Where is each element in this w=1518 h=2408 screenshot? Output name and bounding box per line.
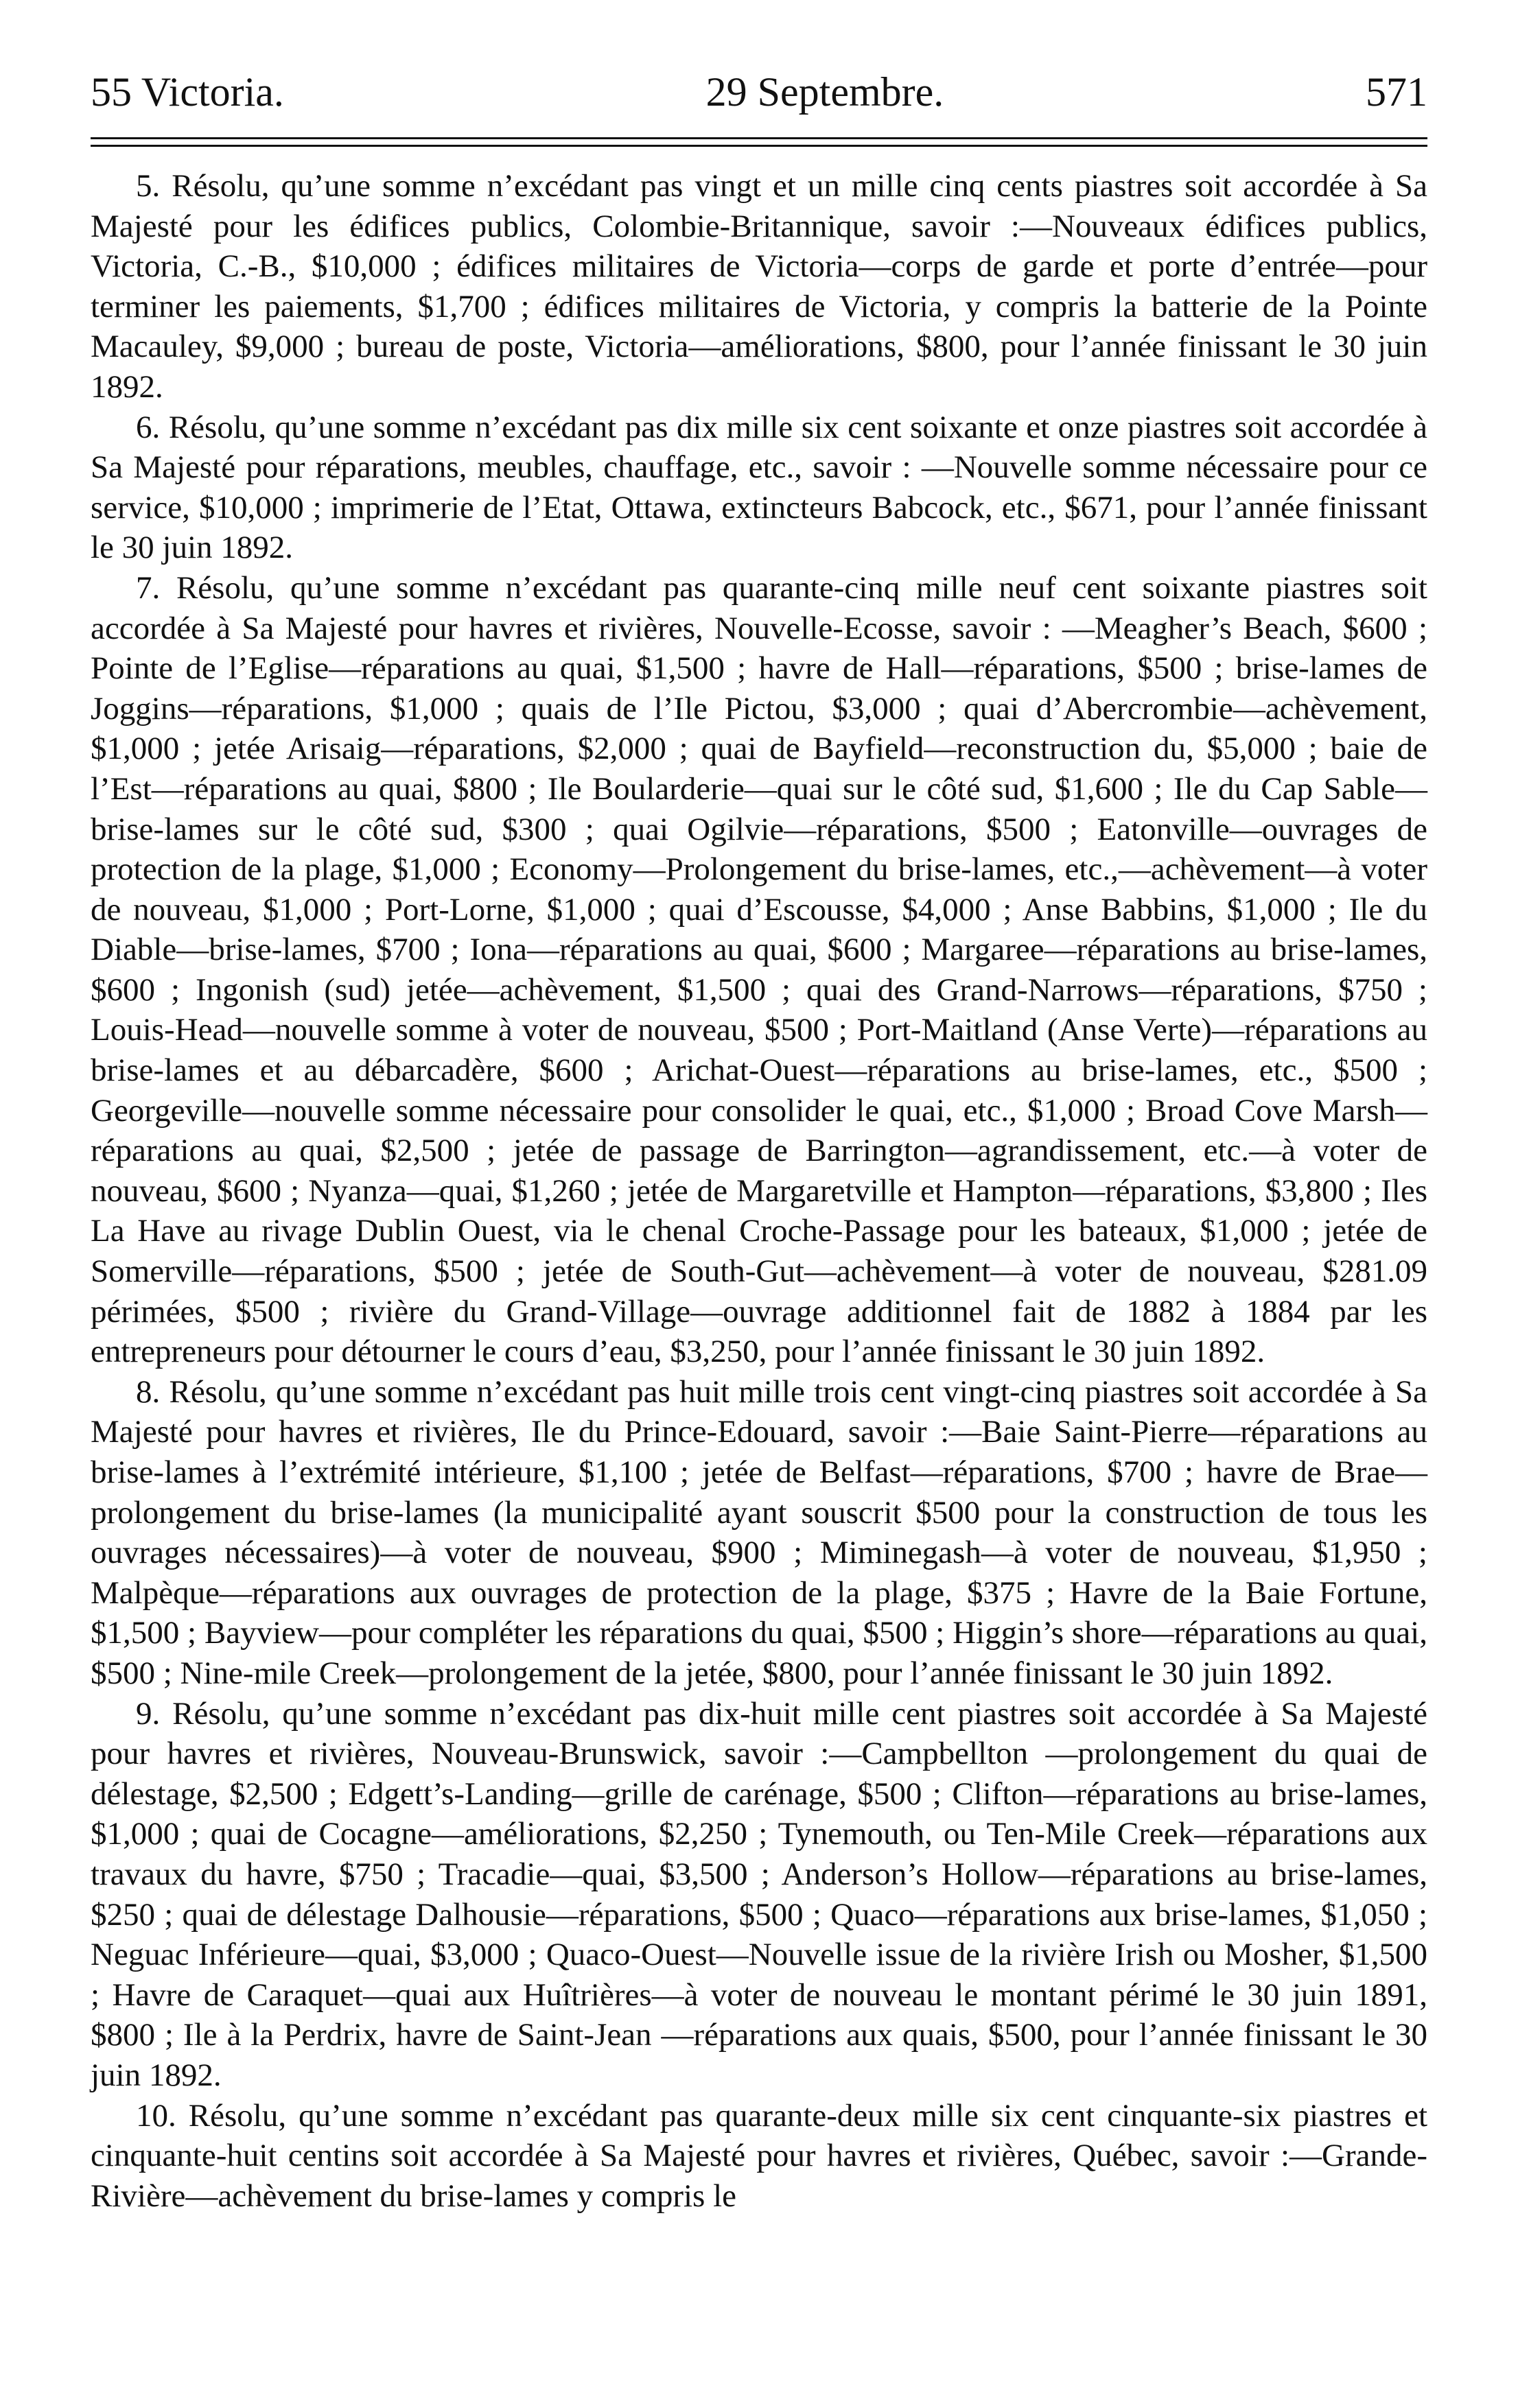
header-date: 29 Septembre. [705,69,944,115]
document-page [91,63,1427,2216]
resolution-7: 7. Résolu, qu’une somme n’excédant pas quarante-cinq mille neuf cent soixante piastres soit accordée à Sa Majesté pour havres et rivières, Nouvelle-Ecosse, savoir : —Meagher’s Beach, $600 ; Pointe de l’Eglise—réparations au quai, $1,500 ; havre de Hall—réparations, $500 ; brise-lames de Joggins—réparations, $1,000 ; quais de l’Ile Pictou, $3,000 ; quai d’Abercrombie—achèvement, $1,000 ; jetée Arisaig—réparations, $2,000 ; quai de Bayfield—reconstruction du, $5,000 ; baie de l’Est—réparations au quai, $800 ; Ile Boularderie—quai sur le côté sud, $1,600 ; Ile du Cap Sable—brise-lames sur le côté sud, $300 ; quai Ogilvie—réparations, $500 ; Eatonville—ouvrages de protection de la plage, $1,000 ; Economy—Prolongement du brise-lames, etc.,—achèvement—à voter de nouveau, $1,000 ; Port-Lorne, $1,000 ; quai d’Escousse, $4,000 ; Anse Babbins, $1,000 ; Ile du Diable—brise-lames, $700 ; Iona—réparations au quai, $600 ; Margaree—réparations au brise-lames, $600 ; Ingonish (sud) jetée—achèvement, $1,500 ; quai des Grand-Narrows—réparations, $750 ; Louis-Head—nouvelle somme à voter de nouveau, $500 ; Port-Maitland (Anse Verte)—réparations au brise-lames et au débarcadère, $600 ; Arichat-Ouest—réparations au brise-lames, etc., $500 ; Georgeville—nouvelle somme nécessaire pour consolider le quai, etc., $1,000 ; Broad Cove Marsh—réparations au quai, $2,500 ; jetée de passage de Barrington—agrandissement, etc.—à voter de nouveau, $600 ; Nyanza—quai, $1,260 ; jetée de Margaretville et Hampton—réparations, $3,800 ; Iles La Have au rivage Dublin Ouest, via le chenal Croche-Passage pour les bateaux, $1,000 ; jetée de Somerville—réparations, $500 ; jetée de South-Gut—achèvement—à voter de nouveau, $281.09 périmées, $500 ; rivière du Grand-Village—ouvrage additionnel fait de 1882 à 1884 par les entrepreneurs pour détourner le cours d’eau, $3,250, pour l’année finissant le 30 juin 1892. [91,569,1427,1370]
running-header [91,63,1427,121]
page-number: 571 [1366,69,1427,115]
header-double-rule [91,137,1427,147]
resolution-9: 9. Résolu, qu’une somme n’excédant pas dix-huit mille cent piastres soit accordée à Sa Majesté pour havres et rivières, Nouveau-Brunswick, savoir :—Campbellton —prolongement du quai de délestage, $2,500 ; Edgett’s-Landing—grille de carénage, $500 ; Clifton—réparations au brise-lames, $1,000 ; quai de Cocagne—améliorations, $2,250 ; Tynemouth, ou Ten-Mile Creek—réparations aux travaux du havre, $750 ; Tracadie—quai, $3,500 ; Anderson’s Hollow—réparations au brise-lames, $250 ; quai de délestage Dalhousie—réparations, $500 ; Quaco—réparations aux brise-lames, $1,050 ; Neguac Inférieure—quai, $3,000 ; Quaco-Ouest—Nouvelle issue de la rivière Irish ou Mosher, $1,500 ; Havre de Caraquet—quai aux Huîtrières—à voter de nouveau le montant périmé le 30 juin 1891, $800 ; Ile à la Perdrix, havre de Saint-Jean —réparations aux quais, $500, pour l’année finissant le 30 juin 1892. [91,1695,1427,2093]
resolution-6: 6. Résolu, qu’une somme n’excédant pas dix mille six cent soixante et onze piastres soit accordée à Sa Majesté pour réparations, meubles, chauffage, etc., savoir : —Nouvelle somme nécessaire pour ce service, $10,000 ; imprimerie de l’Etat, Ottawa, extincteurs Babcock, etc., $671, pour l’année finissant le 30 juin 1892. [91,409,1427,566]
resolution-10: 10. Résolu, qu’une somme n’excédant pas quarante-deux mille six cent cinquante-six piastres et cinquante-huit centins soit accordée à Sa Majesté pour havres et rivières, Québec, savoir :—Grande-Rivière—achèvement du brise-lames y compris le [91,2097,1427,2214]
header-rule-bottom [91,145,1427,147]
document-body [91,166,1427,2216]
resolution-8: 8. Résolu, qu’une somme n’excédant pas huit mille trois cent vingt-cinq piastres soit accordée à Sa Majesté pour havres et rivières, Ile du Prince-Edouard, savoir :—Baie Saint-Pierre—réparations au brise-lames à l’extrémité intérieure, $1,100 ; jetée de Belfast—réparations, $700 ; havre de Brae—prolongement du brise-lames (la municipalité ayant souscrit $500 pour la construction de tous les ouvrages nécessaires)—à voter de nouveau, $900 ; Miminegash—à voter de nouveau, $1,950 ; Malpèque—réparations aux ouvrages de protection de la plage, $375 ; Havre de la Baie Fortune, $1,500 ; Bayview—pour compléter les réparations du quai, $500 ; Higgin’s shore—réparations au quai, $500 ; Nine-mile Creek—prolongement de la jetée, $800, pour l’année finissant le 30 juin 1892. [91,1373,1427,1691]
header-session: 55 Victoria. [91,69,284,115]
resolution-5: 5. Résolu, qu’une somme n’excédant pas vingt et un mille cinq cents piastres soit accordée à Sa Majesté pour les édifices publics, Colombie-Britannique, savoir :—Nouveaux édifices publics, Victoria, C.-B., $10,000 ; édifices militaires de Victoria—corps de garde et porte d’entrée—pour terminer les paiements, $1,700 ; édifices militaires de Victoria, y compris la batterie de la Pointe Macauley, $9,000 ; bureau de poste, Victoria—améliorations, $800, pour l’année finissant le 30 juin 1892. [91,168,1427,405]
header-rule-top [91,137,1427,139]
